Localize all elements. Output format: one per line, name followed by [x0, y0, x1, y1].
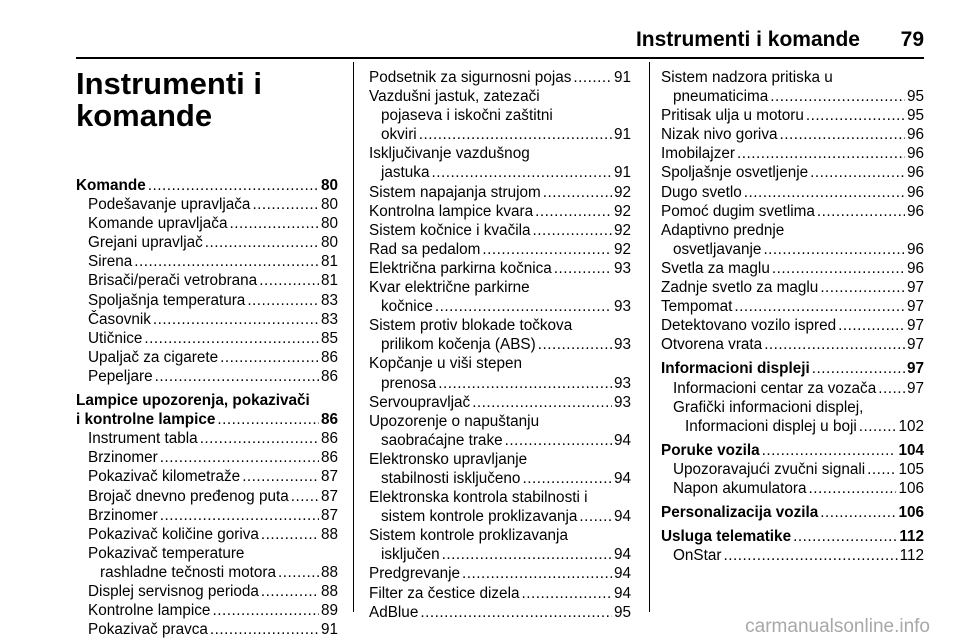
toc-entry: [76, 544, 338, 563]
toc-entry-title: Instrument tabla: [88, 430, 198, 448]
dot-leader: [205, 233, 319, 252]
toc-entry-title: Sistem kontrole proklizavanja: [369, 527, 568, 545]
dot-leader: [763, 240, 905, 259]
dot-leader: [217, 410, 319, 429]
toc-entry-title: isključen: [381, 546, 440, 564]
toc-entry: [369, 488, 631, 507]
toc-entry[interactable]: [369, 183, 631, 202]
toc-entry[interactable]: [661, 183, 924, 202]
dot-leader: [212, 601, 319, 620]
toc-entry[interactable]: [661, 144, 924, 163]
toc-entry-title: saobraćajne trake: [381, 431, 503, 449]
toc-entry-title: Podsetnik za sigurnosni pojas: [369, 69, 572, 86]
dot-leader: [160, 448, 319, 467]
dot-leader: [261, 582, 319, 601]
toc-page-number: 86: [320, 430, 338, 448]
dot-leader: [229, 214, 319, 233]
toc-column-2: [369, 68, 631, 622]
toc-entry[interactable]: [661, 460, 924, 479]
dot-leader: [521, 584, 612, 603]
dot-leader: [291, 487, 319, 506]
toc-page-number: 112: [899, 528, 924, 546]
toc-entry[interactable]: [369, 240, 631, 259]
toc-entry[interactable]: [661, 202, 924, 221]
toc-entry[interactable]: [76, 506, 338, 525]
toc-entry-title: AdBlue: [369, 603, 419, 621]
toc-page-number: 106: [898, 504, 924, 522]
dot-leader: [153, 310, 319, 329]
toc-entry-title: Pritisak ulja u motoru: [661, 107, 804, 125]
chapter-title: [76, 68, 338, 132]
toc-page-number: 91: [613, 69, 631, 86]
dot-leader: [144, 329, 319, 348]
toc-entry: [369, 316, 631, 335]
toc-entry-title: Kontrolna lampice kvara: [369, 202, 534, 220]
dot-leader: [573, 68, 612, 87]
header-title: Instrumenti i komande: [635, 28, 860, 51]
toc-entry[interactable]: [76, 214, 338, 233]
toc-entry-title: Kontrolne lampice: [88, 602, 211, 620]
toc-entry[interactable]: [76, 233, 338, 252]
toc-entry-title: Sistem kočnice i kvačila: [369, 221, 531, 239]
toc-page-number: 88: [320, 582, 338, 600]
toc-entry[interactable]: [661, 240, 924, 259]
dot-leader: [160, 506, 319, 525]
toc-page-number: 87: [320, 487, 338, 505]
dot-leader: [462, 564, 612, 583]
toc-entry[interactable]: [369, 221, 631, 240]
dot-leader: [764, 335, 905, 354]
toc-page-number: 86: [320, 411, 338, 429]
toc-entry-title: Detektovano vozilo ispred: [661, 317, 837, 335]
toc-entry-title: pojaseva i iskočni zaštitni: [381, 107, 553, 125]
toc-page-number: 96: [906, 183, 924, 201]
toc-entry-title: Pokazivač temperature: [88, 544, 245, 562]
toc-page-number: 104: [898, 441, 924, 459]
toc-entry[interactable]: [76, 329, 338, 348]
dot-leader: [723, 546, 897, 565]
dot-leader: [820, 278, 905, 297]
toc-entry[interactable]: [369, 297, 631, 316]
toc-entry-title: Upaljač za cigarete: [88, 348, 219, 366]
toc-entry[interactable]: [369, 374, 631, 393]
toc-entry[interactable]: [369, 584, 631, 603]
toc-entry: [369, 354, 631, 373]
column-divider-1: [353, 62, 354, 612]
toc-entry-title: Brisači/perači vetrobrana: [88, 272, 258, 290]
toc-page-number: 93: [613, 374, 631, 392]
toc-page-number: 80: [320, 177, 338, 194]
dot-leader: [431, 163, 612, 182]
toc-entry-title: Isključivanje vazdušnog: [369, 145, 530, 163]
dot-leader: [820, 503, 896, 522]
toc-entry: [661, 398, 924, 417]
toc-entry-title: Sirena: [88, 253, 133, 271]
toc-entry-title: Sistem protiv blokade točkova: [369, 317, 573, 335]
toc-entry-title: Elektronsko upravljanje: [369, 450, 528, 468]
toc-page-number: 112: [899, 547, 924, 565]
toc-page-number: 89: [320, 602, 338, 620]
dot-leader: [535, 202, 612, 221]
dot-leader: [522, 469, 612, 488]
dot-leader: [155, 367, 319, 386]
toc-section[interactable]: [76, 176, 338, 195]
toc-entry[interactable]: [661, 259, 924, 278]
toc-page-number: 83: [320, 291, 338, 309]
toc-entry[interactable]: [369, 393, 631, 412]
toc-page-number: 96: [906, 202, 924, 220]
toc-page-number: 86: [320, 348, 338, 366]
toc-entries-col-2: [369, 68, 631, 622]
toc-section: [76, 391, 338, 410]
toc-entry[interactable]: [369, 603, 631, 622]
toc-page-number: 86: [320, 449, 338, 467]
toc-entry[interactable]: [661, 546, 924, 565]
toc-entry-title: Elektronska kontrola stabilnosti i: [369, 489, 588, 507]
toc-entry[interactable]: [369, 163, 631, 182]
dot-leader: [762, 441, 897, 460]
toc-page-number: 96: [906, 259, 924, 277]
header-rule: [76, 57, 924, 59]
toc-entry-title: Sistem napajanja strujom: [369, 183, 541, 201]
dot-leader: [838, 316, 905, 335]
toc-entry[interactable]: [76, 448, 338, 467]
toc-page-number: 95: [906, 107, 924, 125]
toc-page-number: 91: [320, 621, 338, 639]
dot-leader: [200, 429, 319, 448]
chapter-title-line-2: komande: [76, 98, 213, 133]
toc-page-number: 92: [613, 183, 631, 201]
dot-leader: [148, 176, 319, 195]
toc-entry-title: Grejani upravljač: [88, 234, 203, 252]
toc-entry[interactable]: [661, 479, 924, 498]
toc-page-number: 85: [320, 329, 338, 347]
toc-page-number: 106: [898, 479, 924, 497]
toc-page-number: 93: [613, 259, 631, 277]
dot-leader: [737, 144, 905, 163]
toc-page-number: 81: [320, 253, 338, 271]
toc-entry-title: Informacioni displeji: [661, 360, 810, 378]
toc-entry-title: Napon akumulatora: [673, 479, 807, 497]
dot-leader: [252, 195, 319, 214]
dot-leader: [812, 359, 905, 378]
toc-entry[interactable]: [76, 525, 338, 544]
dot-leader: [538, 335, 612, 354]
dot-leader: [419, 125, 612, 144]
toc-entry: [661, 221, 924, 240]
toc-entry-title: Upozorenje o napuštanju: [369, 412, 540, 430]
toc-entry: [369, 450, 631, 469]
toc-section[interactable]: [661, 527, 924, 546]
toc-entry-title: Brojač dnevno pređenog puta: [88, 487, 289, 505]
toc-entry-title: Personalizacija vozila: [661, 504, 819, 522]
dot-leader: [261, 525, 319, 544]
toc-page-number: 88: [320, 563, 338, 581]
toc-entry-title: Pokazivač kilometraže: [88, 468, 241, 486]
dot-leader: [134, 252, 319, 271]
toc-entry-title: Časovnik: [88, 310, 151, 328]
watermark: carmanualsonline.info: [745, 616, 930, 637]
toc-page-number: 91: [613, 126, 631, 144]
toc-entry-title: Grafički informacioni displej,: [673, 398, 864, 416]
toc-entry-title: Otvorena vrata: [661, 336, 763, 354]
toc-entry-title: rashladne tečnosti motora: [100, 563, 277, 581]
toc-page-number: 80: [320, 234, 338, 252]
dot-leader: [744, 183, 905, 202]
toc-column-3: [661, 68, 924, 565]
dot-leader: [420, 603, 612, 622]
toc-entry-title: Zadnje svetlo za maglu: [661, 279, 819, 297]
toc-entry[interactable]: [369, 125, 631, 144]
dot-leader: [810, 163, 905, 182]
toc-page-number: 97: [906, 360, 924, 378]
toc-entry[interactable]: [661, 125, 924, 144]
toc-page-number: 94: [613, 546, 631, 564]
toc-entry-title: Vazdušni jastuk, zatezači: [369, 88, 540, 106]
header-page-number: 79: [900, 28, 924, 51]
toc-entry-title: Električna parkirna kočnica: [369, 259, 552, 277]
toc-entry-title: Pomoć dugim svetlima: [661, 202, 815, 220]
toc-entry[interactable]: [661, 106, 924, 125]
toc-entry[interactable]: [76, 271, 338, 290]
toc-entry[interactable]: [661, 417, 924, 436]
toc-entry-title: Informacioni centar za vozača: [673, 379, 877, 397]
toc-entry-title: Komande upravljača: [88, 215, 228, 233]
dot-leader: [220, 348, 319, 367]
toc-entry-title: okviri: [381, 126, 417, 144]
toc-entry-title: Dugo svetlo: [661, 183, 742, 201]
toc-page-number: 87: [320, 468, 338, 486]
toc-entry[interactable]: [661, 316, 924, 335]
toc-entry-title: sistem kontrole proklizavanja: [381, 508, 578, 526]
toc-entry-title: Pepeljare: [88, 367, 153, 385]
toc-entry-title: Komande: [76, 177, 146, 194]
toc-entry-title: i kontrolne lampice: [76, 411, 216, 429]
toc-page-number: 93: [613, 336, 631, 354]
dot-leader: [579, 507, 612, 526]
toc-entry[interactable]: [76, 620, 338, 639]
toc-section[interactable]: [661, 503, 924, 522]
toc-entry-title: Pokazivač količine goriva: [88, 525, 259, 543]
toc-entry[interactable]: [76, 310, 338, 329]
toc-entry[interactable]: [369, 68, 631, 87]
toc-entry[interactable]: [76, 252, 338, 271]
toc-page-number: 95: [613, 603, 631, 621]
dot-leader: [772, 259, 905, 278]
page-header: [76, 26, 924, 56]
dot-leader: [554, 259, 612, 278]
toc-entry[interactable]: [369, 545, 631, 564]
toc-page-number: 96: [906, 240, 924, 258]
toc-page-number: 80: [320, 215, 338, 233]
dot-leader: [505, 431, 612, 450]
toc-page-number: 92: [613, 202, 631, 220]
toc-entry-title: Tempomat: [661, 298, 733, 316]
toc-entry-title: Lampice upozorenja, pokazivači: [76, 392, 310, 410]
toc-page-number: 96: [906, 164, 924, 182]
toc-entry-title: Podešavanje upravljača: [88, 196, 251, 214]
toc-entry-title: osvetljavanje: [673, 240, 762, 258]
dot-leader: [435, 297, 612, 316]
toc-page-number: 87: [320, 506, 338, 524]
toc-entry[interactable]: [661, 163, 924, 182]
toc-entry[interactable]: [76, 467, 338, 486]
toc-entry[interactable]: [369, 335, 631, 354]
toc-page-number: 93: [613, 298, 631, 316]
toc-entries-col-3: [661, 68, 924, 565]
toc-entry-title: Predgrevanje: [369, 565, 460, 583]
toc-page-number: 97: [906, 298, 924, 316]
chapter-title-line-1: Instrumenti i: [76, 66, 263, 101]
dot-leader: [259, 271, 319, 290]
toc-entry-title: Rad sa pedalom: [369, 240, 481, 258]
toc-entry[interactable]: [76, 563, 338, 582]
toc-page-number: 81: [320, 272, 338, 290]
toc-page-number: 95: [906, 88, 924, 106]
toc-page-number: 97: [906, 317, 924, 335]
toc-entry[interactable]: [661, 87, 924, 106]
toc-page-number: 94: [613, 508, 631, 526]
dot-leader: [734, 297, 905, 316]
toc-entry-title: stabilnosti isključeno: [381, 469, 521, 487]
toc-entry-title: pneumaticima: [673, 88, 769, 106]
toc-column-1: [76, 68, 338, 639]
toc-entry-title: Filter za čestice dizela: [369, 584, 520, 602]
dot-leader: [806, 106, 905, 125]
dot-leader: [878, 379, 905, 398]
toc-entry[interactable]: [76, 348, 338, 367]
toc-page-number: 94: [613, 565, 631, 583]
toc-entry[interactable]: [661, 335, 924, 354]
toc-entry[interactable]: [76, 601, 338, 620]
toc-page-number: 97: [906, 336, 924, 354]
toc-entry-title: OnStar: [673, 547, 722, 565]
toc-page-number: 86: [320, 367, 338, 385]
toc-page-number: 91: [613, 164, 631, 182]
toc-entry-title: Utičnice: [88, 329, 143, 347]
toc-page-number: 92: [613, 240, 631, 258]
toc-entry: [369, 87, 631, 106]
dot-leader: [793, 527, 897, 546]
toc-entry[interactable]: [369, 469, 631, 488]
toc-entry[interactable]: [369, 564, 631, 583]
toc-page-number: 94: [613, 469, 631, 487]
column-divider-2: [649, 62, 650, 612]
dot-leader: [438, 374, 612, 393]
toc-entry-title: Brzinomer: [88, 506, 158, 524]
toc-entry-title: Imobilajzer: [661, 145, 735, 163]
toc-entry: [661, 68, 924, 87]
dot-leader: [817, 202, 905, 221]
toc-page-number: 94: [613, 584, 631, 602]
toc-entry-title: Kopčanje u viši stepen: [369, 355, 523, 373]
toc-page-number: 96: [906, 145, 924, 163]
toc-section[interactable]: [661, 441, 924, 460]
toc-entry[interactable]: [76, 195, 338, 214]
toc-page-number: 83: [320, 310, 338, 328]
toc-entry[interactable]: [369, 431, 631, 450]
dot-leader: [779, 125, 905, 144]
toc-entry-title: Kvar električne parkirne: [369, 279, 530, 297]
toc-entry[interactable]: [661, 297, 924, 316]
toc-entry-title: Svetla za maglu: [661, 259, 770, 277]
toc-entry-title: Informacioni displej u boji: [685, 417, 857, 435]
toc-page-number: 80: [320, 196, 338, 214]
dot-leader: [442, 545, 612, 564]
toc-entry-title: Brzinomer: [88, 449, 158, 467]
toc-page-number: 88: [320, 525, 338, 543]
dot-leader: [247, 291, 319, 310]
dot-leader: [543, 183, 612, 202]
toc-entry-title: Pokazivač pravca: [88, 621, 208, 639]
toc-entry-title: prenosa: [381, 374, 437, 392]
toc-entry-title: prilikom kočenja (ABS): [381, 336, 536, 354]
toc-page-number: 93: [613, 393, 631, 411]
toc-entry-title: Adaptivno prednje: [661, 221, 785, 239]
toc-entry[interactable]: [76, 487, 338, 506]
dot-leader: [533, 221, 612, 240]
toc-entry-title: Spoljašnja temperatura: [88, 291, 246, 309]
toc-section[interactable]: [661, 359, 924, 378]
toc-entries-col-1: [76, 176, 338, 639]
toc-entry-title: Usluga telematike: [661, 528, 792, 546]
toc-entry-title: Upozoravajući zvučni signali: [673, 460, 866, 478]
toc-entry[interactable]: [76, 429, 338, 448]
toc-section[interactable]: [76, 410, 338, 429]
dot-leader: [242, 467, 319, 486]
toc-page-number: 96: [906, 126, 924, 144]
dot-leader: [809, 479, 897, 498]
toc-page-number: 105: [898, 460, 924, 478]
toc-entry: [369, 412, 631, 431]
toc-entry[interactable]: [369, 202, 631, 221]
toc-page-number: 97: [906, 279, 924, 297]
dot-leader: [472, 393, 612, 412]
toc-entry-title: Servoupravljač: [369, 393, 471, 411]
dot-leader: [210, 620, 319, 639]
toc-entry[interactable]: [661, 379, 924, 398]
toc-entry-title: Poruke vozila: [661, 441, 760, 459]
toc-entry: [369, 144, 631, 163]
toc-entry-title: Sistem nadzora pritiska u: [661, 69, 833, 86]
toc-entry-title: Displej servisnog perioda: [88, 582, 259, 600]
toc-entry[interactable]: [661, 278, 924, 297]
toc-entry-title: jastuka: [381, 164, 430, 182]
toc-page-number: 102: [898, 417, 924, 435]
toc-entry-title: Nizak nivo goriva: [661, 126, 778, 144]
toc-page-number: 94: [613, 431, 631, 449]
dot-leader: [770, 87, 905, 106]
toc-entry[interactable]: [76, 367, 338, 386]
dot-leader: [867, 460, 896, 479]
dot-leader: [859, 417, 897, 436]
toc-page-number: 92: [613, 221, 631, 239]
toc-entry-title: kočnice: [381, 298, 433, 316]
dot-leader: [278, 563, 319, 582]
toc-entry-title: Spoljašnje osvetljenje: [661, 164, 809, 182]
toc-entry[interactable]: [76, 582, 338, 601]
toc-entry: [369, 278, 631, 297]
toc-entry[interactable]: [76, 291, 338, 310]
toc-page-number: 97: [906, 379, 924, 397]
toc-entry: [369, 106, 631, 125]
toc-entry[interactable]: [369, 259, 631, 278]
toc-entry[interactable]: [369, 507, 631, 526]
dot-leader: [482, 240, 612, 259]
toc-entry: [369, 526, 631, 545]
